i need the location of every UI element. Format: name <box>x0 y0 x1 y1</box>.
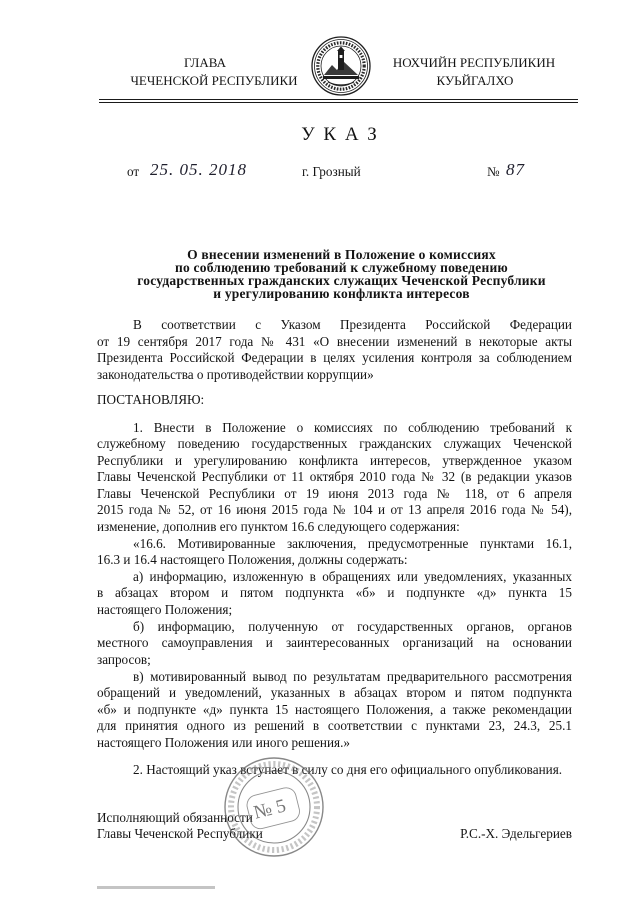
subitem-a-paragraph <box>97 569 572 619</box>
title-line: и урегулированию конфликта интересов <box>213 286 470 301</box>
preamble-line: Президента Российской Федерации в целях усиления контроля за соблюдением <box>97 350 572 366</box>
title-line: государственных гражданских служащих Чеченской Республики <box>137 273 546 288</box>
item1-line: Главы Чеченской Республики от 19 июня 2013 года № 118, от 6 апреля <box>97 485 572 501</box>
clause-16-6-paragraph <box>97 536 572 569</box>
resolution-paragraph <box>97 392 572 409</box>
signatory-position-line2: Главы Чеченской Республики <box>97 826 263 841</box>
header-left-line2: ЧЕЧЕНСКОЙ РЕСПУБЛИКИ <box>130 73 298 88</box>
item1-line: Главы Чеченской Республики от 11 октября 2010 года № 32 (в редакции указов <box>97 469 572 485</box>
handwritten-number: 87 <box>506 160 525 179</box>
preamble-line: от 19 сентября 2017 года № 431 «О внесении изменений в некоторые акты <box>97 333 572 349</box>
subitem-b-line: местного самоуправления и заинтересованных организаций на основании <box>97 635 572 651</box>
item2-line: 2. Настоящий указ вступает в силу со дня его официального опубликования. <box>133 762 563 777</box>
subitem-v-line: настоящего Положения или иного решения.» <box>97 734 350 750</box>
number-prefix: № <box>487 164 500 179</box>
header-right-line1: НОХЧИЙН РЕСПУБЛИКИН <box>392 55 556 70</box>
signatory-name: Р.С.-Х. Эдельгериев <box>460 826 572 841</box>
item1-line: служебному поведению государственных гражданских служащих Чеченской <box>97 436 572 452</box>
date-prefix: от <box>127 164 140 179</box>
document-type-heading: У К А З <box>301 124 379 145</box>
resolution-word: ПОСТАНОВЛЯЮ: <box>97 392 205 407</box>
preamble-line: В соответствии с Указом Президента Российской Федерации <box>133 317 572 332</box>
handwritten-date: 25. 05. 2018 <box>150 160 247 179</box>
header-double-rule <box>99 99 578 103</box>
preamble-line: законодательства о противодействии коррупции» <box>97 366 374 382</box>
subitem-b-paragraph <box>97 619 572 669</box>
subitem-v-line: в) мотивированный вывод по результатам предварительного рассмотрения <box>133 668 572 684</box>
item1-line: 1. Внести в Положение о комиссиях по соблюдению требований к <box>133 419 572 435</box>
item1-line: Республики и урегулированию конфликта интересов, утвержденное указом <box>97 452 572 468</box>
header-left-line1: ГЛАВА <box>184 55 226 70</box>
footer-file-mark <box>97 886 215 889</box>
subitem-a-line: настоящего Положения; <box>97 602 233 618</box>
header-right-line2: КУЬЙГАЛХО <box>436 73 514 88</box>
subitem-a-line: в абзацах втором и пятом подпункта «б» и подпункте «д» пункта 15 <box>97 585 572 601</box>
document-title <box>97 248 586 300</box>
clause-16-6-line: «16.6. Мотивированные заключения, предусмотренные пунктами 16.1, <box>133 535 572 551</box>
preamble-paragraph <box>97 317 572 383</box>
item1-paragraph <box>97 420 572 536</box>
title-line: по соблюдению требований к служебному поведению <box>175 260 508 275</box>
subitem-a-line: а) информацию, изложенную в обращениях или уведомлениях, указанных <box>133 568 572 584</box>
subitem-v-paragraph <box>97 669 572 752</box>
item1-line: 2015 года № 52, от 16 июня 2015 года № 104 и от 13 апреля 2016 года № 54), <box>97 502 572 518</box>
subitem-b-line: б) информацию, полученную от государственных органов, органов <box>133 618 572 634</box>
subitem-v-line: «б» и подпункте «д» пункта 15 настоящего Положения, а также рекомендации <box>97 701 572 717</box>
subitem-b-line: запросов; <box>97 651 151 667</box>
stamp-icon <box>222 755 326 859</box>
title-line: О внесении изменений в Положение о комиссиях <box>187 247 496 262</box>
subitem-v-line: для принятия одного из решений в соответствии с пунктами 23, 24.3, 25.1 <box>97 718 572 734</box>
signatory-position-line1: Исполняющий обязанности <box>97 810 253 825</box>
item1-line: изменение, дополнив его пунктом 16.6 следующего содержания: <box>97 519 460 535</box>
item2-paragraph <box>97 762 572 779</box>
subitem-v-line: обращений и уведомлений, указанных в абзацах втором и пятом подпункта <box>97 685 572 701</box>
city: г. Грозный <box>302 164 361 179</box>
coat-of-arms-icon <box>311 36 371 96</box>
stamp-number: № 5 <box>251 795 289 824</box>
clause-16-6-line: 16.3 и 16.4 настоящего Положения, должны содержать: <box>97 552 408 568</box>
